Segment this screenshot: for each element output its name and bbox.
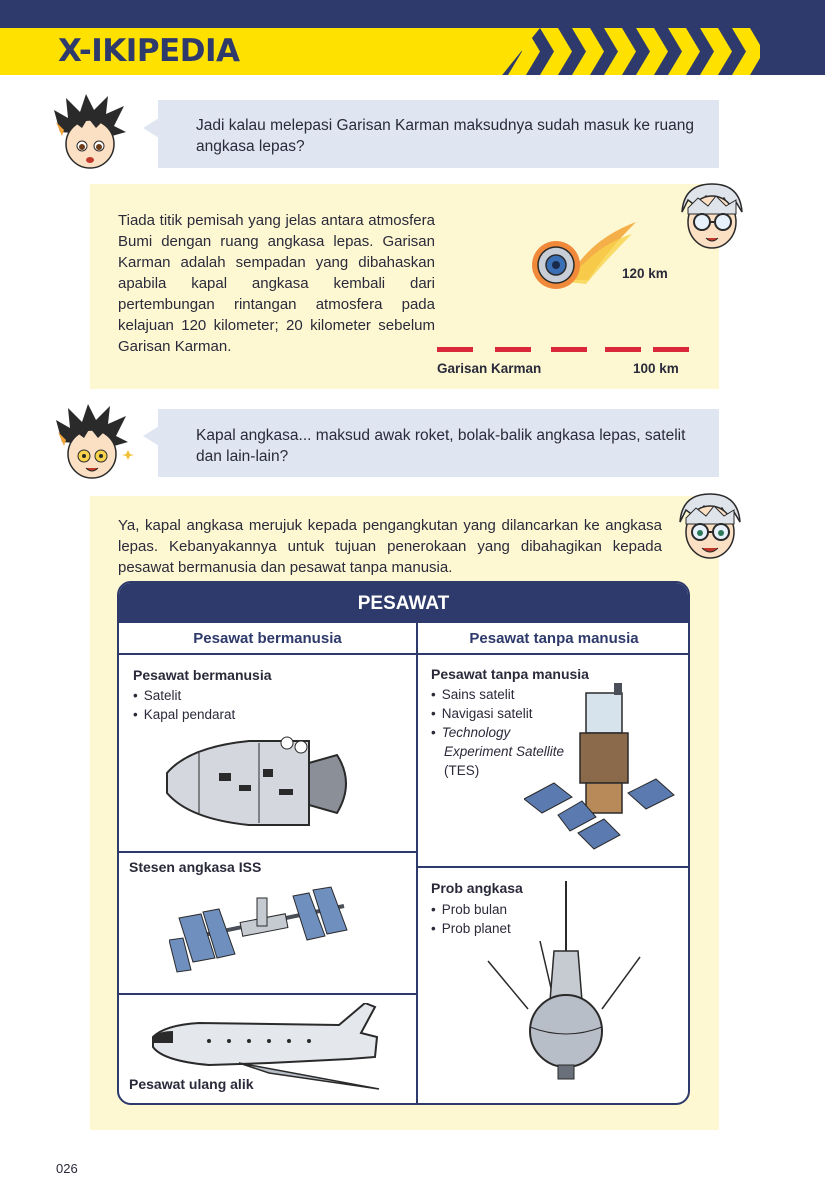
list-item: • Prob bulan: [431, 900, 511, 919]
column-header-manned: Pesawat bermanusia: [193, 630, 342, 647]
karman-line: [437, 344, 689, 354]
page-number: 026: [56, 1161, 78, 1176]
boy-avatar: [54, 402, 138, 482]
cell-title: Prob angkasa: [431, 880, 523, 896]
karman-altitude-label: 100 km: [633, 361, 679, 376]
capsule-icon: [159, 733, 359, 838]
satellite-icon: [524, 683, 689, 853]
list-item-tail: (TES): [444, 763, 480, 778]
cell-title: Pesawat tanpa manusia: [431, 666, 589, 682]
reentry-capsule-icon: [528, 220, 638, 295]
boy-avatar: [52, 92, 128, 172]
altitude-label: 120 km: [622, 266, 668, 281]
column-header-unmanned: Pesawat tanpa manusia: [469, 630, 639, 647]
dialogue-text: Kapal angkasa... maksud awak roket, bolak-balik angkasa lepas, satelit dan lain-lain?: [196, 427, 686, 465]
list-item: • Prob planet: [431, 919, 511, 938]
manned-list: [133, 686, 235, 724]
divider: [119, 851, 416, 853]
chevron-decoration-icon: [500, 28, 760, 75]
divider: [416, 621, 418, 1105]
list-item-italic: Technology Experiment Satellite: [441, 725, 565, 759]
cell-title: Pesawat bermanusia: [133, 667, 272, 683]
spacecraft-table: [117, 581, 690, 1105]
cell-title: Pesawat ulang alik: [129, 1076, 254, 1092]
divider: [119, 993, 416, 995]
answer-text: Tiada titik pemisah yang jelas antara atmosfera Bumi dengan ruang angkasa lepas. Garisan Karman adalah sempadan yang dibahaskan apabila kapal angkasa kembali dari pertembungan rintangan atmosfera pada kelajuan 120 kilometer; 20 kilometer sebelum Garisan Karman.: [118, 212, 435, 355]
divider: [418, 866, 690, 868]
list-item: • Satelit: [133, 686, 235, 705]
professor-avatar: [670, 488, 750, 564]
cell-title: Stesen angkasa ISS: [129, 859, 262, 875]
space-station-icon: [169, 878, 359, 978]
list-item: • Navigasi satelit: [431, 704, 581, 723]
divider: [119, 653, 688, 655]
karman-line-label: Garisan Karman: [437, 361, 542, 376]
divider: [119, 621, 688, 623]
dialogue-text: Jadi kalau melepasi Garisan Karman maksudnya sudah masuk ke ruang angkasa lepas?: [196, 117, 694, 155]
bubble-tail: [143, 426, 159, 446]
page-title: X-IKIPEDIA: [58, 33, 240, 69]
table-title: PESAWAT: [119, 583, 688, 623]
list-item: • Sains satelit: [431, 685, 581, 704]
professor-avatar: [674, 178, 750, 254]
bubble-tail: [143, 118, 159, 138]
space-probe-icon: [484, 881, 644, 1091]
list-item: • Kapal pendarat: [133, 705, 235, 724]
answer-text: Ya, kapal angkasa merujuk kepada pengangkutan yang dilancarkan ke angkasa lepas. Kebanyakannya untuk tujuan penerokaan yang dibahagikan kepada pesawat bermanusia dan pesawat tanpa manusia.: [118, 517, 662, 576]
